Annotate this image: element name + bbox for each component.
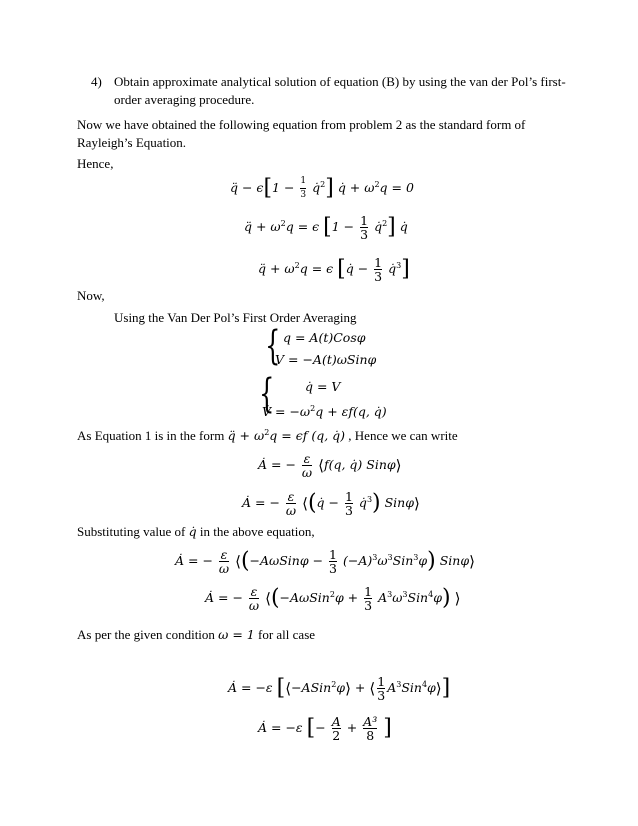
inline-form: q̈ + $\omega^2q = \epsilon f$ (q, q̇)	[227, 428, 346, 444]
system1-eq-a: q = A(t)Cosφ	[283, 330, 366, 345]
equation-1: q̈ − ϵ[1 − $\frac{1}{3}$ q̇$^2$] q̇ + $\omega^2q = 0$	[230, 175, 414, 201]
system1-eq-b: V = −A(t)ωSinφ	[275, 352, 377, 367]
equation-2: q̈ + $\omega^2q = \epsilon$ [1 − $\frac{1}{3}$ q̇$^2$] q̇	[244, 213, 408, 242]
a-dot-equation-5: Ȧ = −ε [⟨−ASin$^2$φ⟩ + ⟨ $\frac{1}{3}$ $A^3Sin^4\varphi⟩$]	[228, 674, 451, 703]
item-text-line1: Obtain approximate analytical solution of equation (B) by using the van der Pol’s first-	[114, 74, 566, 89]
intro-line2: Rayleigh’s Equation.	[77, 135, 187, 150]
hence-label: Hence,	[77, 156, 114, 171]
left-brace: {	[265, 323, 281, 369]
as-equation-1-line: As Equation 1 is in the form q̈ + $\omega^2q = \epsilon f$ (q, q̇) , Hence we can write	[77, 428, 458, 444]
left-brace: {	[259, 371, 275, 417]
a-dot-equation-2: Ȧ = − $\frac{\varepsilon}{\omega}$ ⟨(q̇ − $\frac{1}{3}$ q̇$^3$) Sinφ⟩	[242, 489, 420, 518]
item-number: 4)	[91, 74, 102, 89]
system2-eq-a: q̇ = V	[305, 379, 341, 394]
now-label: Now,	[77, 288, 105, 303]
a-dot-equation-3: Ȧ = − $\frac{\varepsilon}{\omega}$ ⟨(−AωSinφ − $\frac{1}{3}$ $(-A)^3\omega^3Sin^3\varphi$) Sinφ⟩	[175, 547, 475, 576]
a-dot-equation-1: Ȧ = − $\frac{\varepsilon}{\omega}$ ⟨f(q, q̇) Sinφ⟩	[258, 451, 402, 480]
using-averaging-text: Using the Van Der Pol’s First Order Averaging	[114, 310, 357, 325]
equation-3: q̈ + $\omega^2q = \epsilon$ [q̇ − $\frac{1}{3}$ q̇$^3$]	[258, 255, 410, 284]
condition-line: As per the given condition ω = 1 for all case	[77, 627, 316, 642]
substituting-line: Substituting value of q̇ in the above equation,	[77, 524, 315, 539]
item-text-line2: order averaging procedure.	[114, 92, 255, 107]
system2-eq-b: V̇ = $-\omega^2q + \varepsilon f(q$, q̇)	[262, 404, 387, 420]
intro-line1: Now we have obtained the following equation from problem 2 as the standard form of	[77, 117, 526, 132]
a-dot-equation-4: Ȧ = − $\frac{\varepsilon}{\omega}$ ⟨(−AωSin$^2$φ + $\frac{1}{3}$ $A^3\omega^3Sin^4\varphi$) ⟩	[205, 584, 461, 613]
a-dot-equation-6: Ȧ = −ε [− $\frac{A}{2}$ + $\frac{\text{A³}}{8}$ ]	[258, 714, 392, 743]
